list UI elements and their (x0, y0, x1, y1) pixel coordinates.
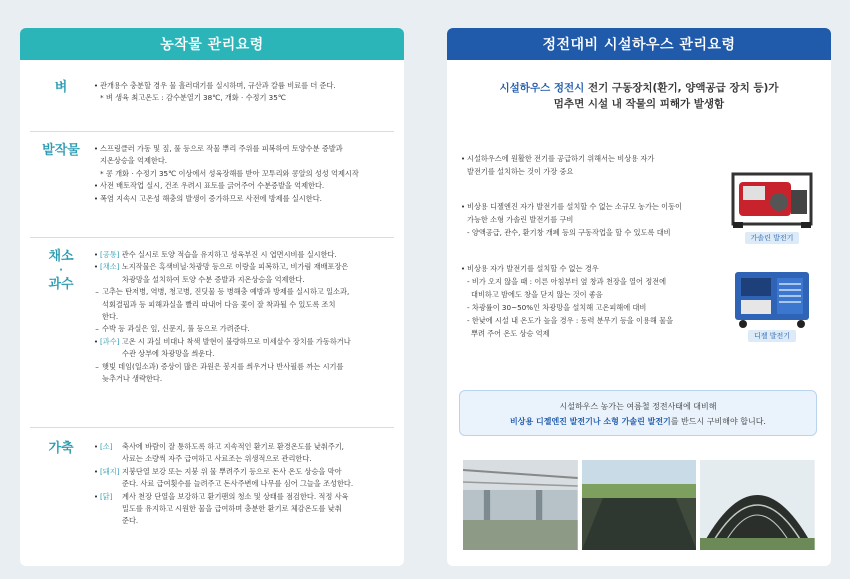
livestock-label: 가축 (48, 441, 74, 456)
notice-highlight: 비상용 디젤엔진 발전기나 소형 가솔린 발전기 (510, 417, 671, 426)
upland-line-5: 폭염 지속시 고온성 해충의 발생이 증가하므로 사전에 방제를 실시한다. (100, 193, 322, 203)
block3-line: 대비하고 밤에도 창을 닫지 않는 것이 좋음 (471, 290, 603, 299)
fruit-label: 과수 (48, 277, 74, 292)
section-divider (30, 427, 394, 428)
block2-line: - 양액공급, 관수, 환기창 개폐 등의 구동작업을 할 수 있도록 대비 (467, 228, 671, 237)
block3-line: - 비가 오지 않을 때 : 이른 아침부터 옆 창과 천장을 열어 정전에 (467, 277, 667, 286)
veg-fruit-section: 채소 · 과수 • [공통] 관수 실시로 토양 적습을 유지하고 성육부진 시 엽면시비를 실시한다. • [채소] 노지작물은 흑색비닐·차광망 등으로 이랑을 피복하고, 비가림 재배포장은 차광망을 설치하여 토양 수분 증발과 지온상승을 억제한다. – 고추는 탄저병, 역병, 청고병, 진딧물 등 병해충 예방과 방제를 실시하고 일소과, 석회결핍과 등 피해과실을 빨리 따내어 다음 꽃이 잘 착과될 수 있도록 조치 한다. – 수박 등 과실은 잎, 신문지, 풀 등으로 가려준다. • [과수] 고온 시 과실 비대나 착색 발현이 불량하므로 미세살수 장치를 가동하거나 수관 상부에 차광망을 씌운다. – 햇빛 데임(일소과) 증상이 많은 과원은 봉지를 씌우거나 반사필름 까는 시기를 늦추거나 생략한다. (30, 249, 394, 385)
notice-box (459, 390, 817, 436)
gasoline-generator-image (729, 168, 815, 230)
rice-label: 벼 (54, 80, 68, 95)
upland-line-2: 지온상승을 억제한다. (100, 156, 168, 166)
intro-highlight: 시설하우스 정전시 (499, 82, 585, 94)
veg-label: 채소 (48, 249, 74, 264)
label-separator: · (59, 265, 63, 276)
veg-line: 고추는 탄저병, 역병, 청고병, 진딧물 등 병해충 예방과 방제를 실시하고 일소과, (102, 287, 350, 297)
rice-section: 벼 • 관개용수 충분할 경우 물 흘러대기를 실시하며, 규산과 칼륨 비료를 더 준다. * 벼 생육 최고온도 : 감수분열기 38℃, 개화 · 수정기 35℃ (30, 80, 394, 105)
tag-common: [공통] (100, 250, 120, 259)
intro-text (447, 80, 831, 112)
shade-net-field-photo (582, 460, 697, 550)
upland-section: 밭작물 • 스프링클러 가동 및 짚, 풀 등으로 작물 뿌리 주위를 피복하여 토양수분 증발과 지온상승을 억제한다. * 콩 개화 · 수정기 35℃ 이상에서 성육장해를 받아 꼬투리와 콩알의 성성 억제시작 • 사전 배토작업 실시, 건조 우려시 표토를 긁어주어 수분증발을 억제한다. • 폭염 지속시 고온성 해충의 발생이 증가하므로 사전에 방제를 실시한다. (30, 143, 394, 205)
block2-line: 비상용 디젤엔진 자가 발전기를 설치할 수 없는 소규모 농가는 이동이 (467, 202, 682, 211)
crop-management-card (20, 28, 404, 566)
rice-line-2: * 벼 생육 최고온도 : 감수분열기 38℃, 개화 · 수정기 35℃ (100, 93, 286, 103)
veg-line: 차광망을 설치하여 토양 수분 증발과 지온상승을 억제한다. (122, 274, 305, 284)
small-farm-block: • 비상용 디젤엔진 자가 발전기를 설치할 수 없는 소규모 농가는 이동이 가능한 소형 가솔린 발전기를 구비 - 양액공급, 관수, 환기창 개폐 등의 구동작업을 할 수 있도록 대비 (460, 202, 682, 237)
block3-line: 뿌려 주어 온도 상승 억제 (471, 329, 550, 338)
veg-line: 수관 상부에 차광망을 씌운다. (122, 349, 215, 359)
tag-fruit: [과수] (100, 336, 120, 346)
veg-line: 고온 시 과실 비대나 착색 발현이 불량하므로 미세살수 장치를 가동하거나 (119, 336, 351, 346)
tag-cattle: [소] (100, 442, 113, 451)
section-divider (30, 131, 394, 132)
crop-management-title: 농작물 관리요령 (20, 28, 404, 60)
greenhouse-photos (463, 460, 815, 550)
notice-rest: 를 반드시 구비해야 합니다. (670, 417, 766, 426)
greenhouse-blackout-title: 정전대비 시설하우스 관리요령 (447, 28, 831, 60)
livestock-line: 준다. (122, 516, 139, 526)
greenhouse-shade-cover-photo (700, 460, 815, 550)
veg-line: 수박 등 과실은 잎, 신문지, 풀 등으로 가려준다. (102, 324, 250, 334)
livestock-section: 가축 • [소] 축사에 바람이 잘 통하도록 하고 지속적인 환기로 환경온도를 낮춰주기, 사료는 소량씩 자주 급여하고 사료조는 위생적으로 관리한다. • [돼지] 지붕단열 보강 또는 지붕 위 물 뿌려주기 등으로 돈사 온도 상승을 막아 준다. 사료 급여횟수를 늘려주고 돈사주변에 나무를 심어 그늘을 조성한다. • [닭] 계사 천장 단열을 보강하고 환기팬의 청소 및 상태를 점검한다. 적정 사육 밀도를 유지하고 시원한 물을 급여하며 충분한 환기로 체감온도를 낮춰 준다. (30, 441, 394, 528)
livestock-line: 축사에 바람이 잘 통하도록 하고 지속적인 환기로 환경온도를 낮춰주기, (122, 442, 344, 451)
block1-line: 발전기를 설치하는 것이 가장 중요 (467, 167, 574, 176)
livestock-line: 사료는 소량씩 자주 급여하고 사료조는 위생적으로 관리한다. (122, 454, 312, 464)
diesel-generator-image (729, 266, 815, 328)
no-generator-block: • 비상용 자가 발전기를 설치할 수 없는 경우 - 비가 오지 않을 때 : 이른 아침부터 옆 창과 천장을 열어 정전에 대비하고 밤에도 창을 닫지 않는 것이 좋음 - 차광률이 30~50%인 차광망을 설치해 고온피해에 대비 - 한낮에 시설 내 온도가 높을 경우 : 동력 분무기 등을 이용해 물을 뿌려 주어 온도 상승 억제 (460, 264, 674, 338)
veg-line: 관수 실시로 토양 적습을 유지하고 성육부진 시 엽면시비를 실시한다. (119, 250, 337, 259)
generator-importance-block: • 시설하우스에 원활한 전기를 공급하기 위해서는 비상용 자가 발전기를 설치하는 것이 가장 중요 (460, 154, 655, 176)
upland-label: 밭작물 (42, 143, 80, 158)
veg-line: 석회결핍과 등 피해과실을 빨리 따내어 다음 꽃이 잘 착과될 수 있도록 조치 (102, 299, 336, 309)
block3-line: - 차광률이 30~50%인 차광망을 설치해 고온피해에 대비 (467, 303, 647, 312)
veg-line: 햇빛 데임(일소과) 증상이 많은 과원은 봉지를 씌우거나 반사필름 까는 시기를 (102, 361, 344, 371)
greenhouse-interior-photo (463, 460, 578, 550)
livestock-line: 지붕단열 보강 또는 지붕 위 물 뿌려주기 등으로 돈사 온도 상승을 막아 (122, 466, 342, 476)
tag-pig: [돼지] (100, 466, 120, 476)
block3-line: 비상용 자가 발전기를 설치할 수 없는 경우 (467, 264, 599, 273)
gasoline-generator-figure (727, 168, 817, 248)
diesel-generator-label: 디젤 발전기 (748, 330, 796, 342)
veg-line: 한다. (102, 312, 119, 322)
intro-rest: 전기 구동장치(환기, 양액공급 장치 등)가 (584, 82, 779, 94)
livestock-line: 계사 천장 단열을 보강하고 환기팬의 청소 및 상태를 점검한다. 적정 사육 (122, 491, 349, 501)
tag-chicken: [닭] (100, 491, 113, 501)
upland-line-1: 스프링클러 가동 및 짚, 풀 등으로 작물 뿌리 주위를 피복하여 토양수분 증발과 (100, 144, 343, 153)
block1-line: 시설하우스에 원활한 전기를 공급하기 위해서는 비상용 자가 (467, 154, 655, 163)
livestock-line: 준다. 사료 급여횟수를 늘려주고 돈사주변에 나무를 심어 그늘을 조성한다. (122, 479, 354, 489)
upland-line-3: * 콩 개화 · 수정기 35℃ 이상에서 성육장해를 받아 꼬투리와 콩알의 성성 억제시작 (100, 168, 359, 178)
intro-line-2: 멈추면 시설 내 작물의 피해가 발생함 (553, 98, 725, 110)
upland-line-4: 사전 배토작업 실시, 건조 우려시 표토를 긁어주어 수분증발을 억제한다. (100, 181, 325, 191)
rice-line-1: 관개용수 충분할 경우 물 흘러대기를 실시하며, 규산과 칼륨 비료를 더 준다. (100, 81, 336, 90)
veg-line: 늦추거나 생략한다. (102, 374, 163, 384)
veg-fruit-label (30, 249, 92, 385)
block3-line: - 한낮에 시설 내 온도가 높을 경우 : 동력 분무기 등을 이용해 물을 (467, 316, 674, 325)
notice-line-1: 시설하우스 농가는 여름철 정전사태에 대비해 (559, 402, 717, 411)
section-divider (30, 237, 394, 238)
tag-vegetable: [채소] (100, 262, 120, 272)
diesel-generator-figure (727, 266, 817, 346)
block2-line: 가능한 소형 가솔린 발전기를 구비 (467, 215, 574, 224)
gasoline-generator-label: 가솔린 발전기 (745, 232, 800, 244)
livestock-line: 밀도를 유지하고 시원한 물을 급여하며 충분한 환기로 체감온도를 낮춰 (122, 504, 342, 514)
veg-line: 노지작물은 흑색비닐·차광망 등으로 이랑을 피복하고, 비가림 재배포장은 (119, 262, 349, 272)
greenhouse-blackout-card (447, 28, 831, 566)
